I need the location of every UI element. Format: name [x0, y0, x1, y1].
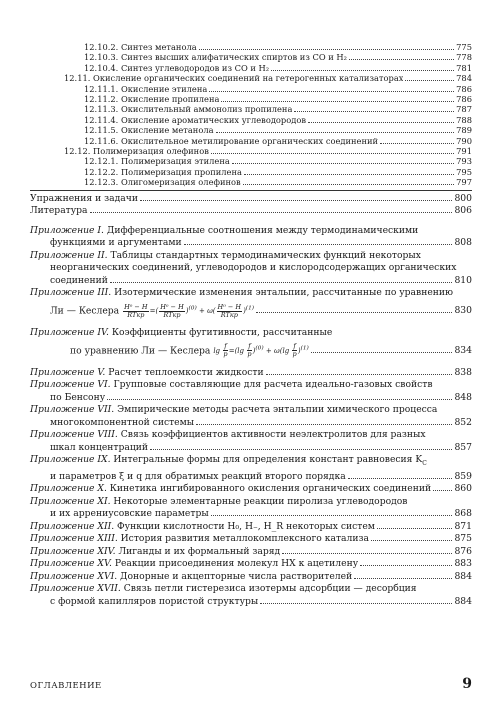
toc-page-number: 859	[454, 470, 472, 482]
appendix-label: Приложение II.	[30, 249, 108, 261]
leader-dots	[433, 490, 452, 491]
appendix-title: Эмпирические методы расчета энтальпии химического процесса	[117, 404, 438, 416]
toc-entry[interactable]	[30, 167, 472, 177]
leader-dots	[221, 101, 454, 102]
toc-page-number: 788	[456, 114, 472, 125]
appendix-title: Изотермические изменения энтальпии, рассчитанные по уравнению	[114, 287, 454, 299]
toc-page-number: 848	[454, 391, 472, 403]
toc-page-number: 786	[456, 94, 472, 105]
toc-entry-literature[interactable]	[30, 205, 472, 218]
toc-page-number: 838	[454, 366, 472, 378]
toc-page-number: 857	[454, 441, 472, 453]
appendix-label: Приложение VIII.	[30, 429, 118, 441]
page-footer	[30, 676, 472, 692]
leader-dots	[256, 312, 452, 313]
toc-page-number: 793	[456, 156, 472, 167]
fugacity-formula: lg $\frac{f}{p}$ =(lg $\frac{f}{p}$ )$^{(0)}$ + ω(lg $\frac{f}{p}$ )$^{(1)}$	[213, 342, 309, 359]
appendix-label: Приложение XII.	[30, 520, 115, 532]
toc-page-number: 781	[456, 62, 472, 73]
appendix-9[interactable]	[30, 454, 472, 483]
leader-dots	[405, 80, 454, 81]
appendix-title: Реакции присоединения молекул HX к ацетилену	[114, 558, 359, 570]
appendix-title-cont: и параметров ξ и q для обратимых реакций второго порядка	[50, 470, 346, 482]
leader-dots	[150, 449, 452, 450]
toc-page-number: 784	[456, 73, 472, 84]
toc-entry[interactable]	[30, 52, 472, 62]
toc-entry[interactable]	[30, 136, 472, 146]
toc-page-number: 875	[454, 533, 472, 545]
appendix-12[interactable]	[30, 521, 472, 534]
table-of-contents	[30, 42, 472, 608]
toc-entry-label: 12.11.2. Окисление пропилена	[84, 94, 220, 105]
toc-entry[interactable]	[30, 84, 472, 94]
leader-dots	[211, 153, 454, 154]
appendix-14[interactable]	[30, 546, 472, 559]
appendix-label: Приложение I.	[30, 224, 104, 236]
leader-dots	[311, 352, 453, 353]
toc-entry[interactable]	[30, 42, 472, 52]
toc-page-number: 808	[454, 237, 472, 249]
appendix-label: Приложение XI.	[30, 495, 111, 507]
toc-page-number: 860	[454, 483, 472, 495]
leader-dots	[271, 70, 454, 71]
appendix-title-cont	[50, 300, 254, 321]
appendix-17[interactable]	[30, 583, 472, 608]
appendix-label: Приложение XVII.	[30, 583, 121, 595]
appendix-title-cont: и их аррениусовские параметры	[50, 508, 209, 520]
appendix-title: Связь петли гистерезиса изотермы адсорбции — десорбция	[123, 583, 417, 595]
toc-subsections	[30, 42, 472, 188]
appendix-title: Связь коэффициентов активности неэлектролитов для разных	[120, 429, 426, 441]
appendix-label: Приложение III.	[30, 287, 112, 299]
toc-page-number: 884	[454, 595, 472, 607]
toc-entry-label: 12.12.1. Полимеризация этилена	[84, 156, 230, 167]
appendix-title: Кинетика ингибированного окисления органических соединений	[109, 483, 432, 495]
appendix-5[interactable]	[30, 367, 472, 380]
appendix-title-text: Ли — Кеслера	[50, 305, 120, 317]
appendix-title: Таблицы стандартных термодинамических функций некоторых	[110, 249, 421, 261]
toc-page-number: 791	[456, 146, 472, 157]
toc-entry-label: 12.12.2. Полимеризация пропилена	[84, 166, 242, 177]
leader-dots	[140, 200, 452, 201]
appendix-label: Приложение XIV.	[30, 545, 116, 557]
appendix-title: Лиганды и их формальный заряд	[118, 545, 281, 557]
appendix-label: Приложение VII.	[30, 404, 115, 416]
leader-dots	[232, 163, 454, 164]
appendix-title-cont: с формой капилляров пористой структуры	[50, 595, 259, 607]
toc-entry-label: 12.12. Полимеризация олефинов	[64, 146, 209, 157]
page-number: 9	[462, 676, 472, 692]
toc-entry[interactable]	[30, 73, 472, 83]
divider	[30, 190, 472, 191]
leader-dots	[107, 399, 452, 400]
leader-dots	[216, 132, 455, 133]
leader-dots	[266, 374, 453, 375]
appendix-11[interactable]	[30, 496, 472, 521]
appendix-title-text: по уравнению Ли — Кеслера	[70, 344, 211, 356]
appendix-label: Приложение X.	[30, 483, 107, 495]
toc-page-number: 786	[456, 83, 472, 94]
toc-page-number: 787	[456, 104, 472, 115]
toc-entry-label: 12.12.3. Олигомеризация олефинов	[84, 177, 241, 188]
toc-page-number: 868	[454, 508, 472, 520]
toc-page-number: 876	[454, 545, 472, 557]
appendix-title: Функции кислотности H₀, H₋, H_R некоторых систем	[117, 520, 375, 532]
toc-page-number: 810	[454, 274, 472, 286]
appendix-label: Приложение XIII.	[30, 533, 118, 545]
toc-page-number: 830	[454, 305, 472, 317]
toc-entry[interactable]	[30, 115, 472, 125]
enthalpy-formula: $\frac{\text{H⁰ − H}}{\text{RTкр}}$ =( $\frac{\text{H⁰ − H}}{\text{RTкр}}$ )$^{(0)}$ + ω( $\frac{\text{H⁰ − H}}{\text{RTкр}}$ )$^{(1)}$	[124, 302, 255, 319]
toc-entry-label: 12.10.2. Синтез метанола	[84, 42, 197, 52]
appendix-title-cont: функциями и аргументами	[50, 237, 182, 249]
appendix-15[interactable]	[30, 558, 472, 571]
toc-entry-label: 12.11.5. Окисление метанола	[84, 125, 214, 136]
leader-dots	[371, 540, 452, 541]
leader-dots	[360, 565, 452, 566]
toc-page-number: 797	[456, 177, 472, 188]
appendix-title-cont	[70, 340, 309, 361]
appendix-title: Донорные и акцепторные числа растворителей	[120, 570, 353, 582]
toc-page-number: 778	[456, 52, 472, 63]
toc-entry[interactable]	[30, 104, 472, 114]
toc-page-number: 871	[454, 520, 472, 532]
appendix-label: Приложение V.	[30, 366, 106, 378]
appendix-label: Приложение IX.	[30, 454, 111, 466]
appendix-13[interactable]	[30, 533, 472, 546]
toc-entry-label: 12.11.1. Окисление этилена	[84, 83, 208, 94]
leader-dots	[354, 578, 452, 579]
appendix-title-cont: шкал концентраций	[50, 441, 148, 453]
toc-page-number: 800	[454, 192, 472, 204]
toc-page-number: 790	[456, 135, 472, 146]
appendix-title-cont: неорганических соединений, углеводородов и кислородсодержащих органических	[50, 262, 457, 274]
toc-page-number: 795	[456, 166, 472, 177]
appendix-3[interactable]	[30, 287, 472, 321]
appendix-4[interactable]	[30, 327, 472, 361]
toc-page-number: 806	[454, 205, 472, 217]
leader-dots	[243, 184, 454, 185]
appendix-label: Приложение XVI.	[30, 570, 118, 582]
leader-dots	[90, 212, 453, 213]
toc-entry-exercises[interactable]	[30, 193, 472, 206]
toc-page-number: 883	[454, 558, 472, 570]
leader-dots	[196, 424, 452, 425]
leader-dots	[199, 49, 455, 50]
leader-dots	[308, 122, 454, 123]
appendix-label: Приложение XV.	[30, 558, 112, 570]
toc-entry-label: 12.10.4. Синтез углеводородов из CO и H₂	[84, 62, 270, 73]
toc-page-number: 775	[456, 42, 472, 52]
appendix-2[interactable]	[30, 250, 472, 288]
appendix-title: История развития металлокомплексного катализа	[120, 533, 369, 545]
toc-entry-label: Литература	[30, 205, 88, 217]
toc-entry-label: Упражнения и задачи	[30, 192, 138, 204]
toc-page-number: 789	[456, 125, 472, 136]
leader-dots	[184, 244, 453, 245]
toc-entry[interactable]	[30, 63, 472, 73]
toc-entry[interactable]	[30, 125, 472, 135]
appendix-title: Интегральные формы для определения констант равновесия K	[113, 454, 423, 466]
leader-dots	[211, 515, 453, 516]
appendix-6[interactable]	[30, 379, 472, 404]
toc-entry-label: 12.11.4. Окисление ароматических углеводородов	[84, 114, 307, 125]
toc-page-number: 834	[454, 344, 472, 356]
toc-entry-label: 12.11.3. Окислительный аммонолиз пропилена	[84, 104, 293, 115]
appendix-7[interactable]	[30, 404, 472, 429]
appendix-1[interactable]	[30, 225, 472, 250]
leader-dots	[294, 111, 454, 112]
leader-dots	[209, 91, 454, 92]
appendix-title: Расчет теплоемкости жидкости	[108, 366, 264, 378]
leader-dots	[260, 603, 452, 604]
toc-page-number: 884	[454, 570, 472, 582]
appendix-title-cont: многокомпонентной системы	[50, 416, 195, 428]
toc-entry[interactable]	[30, 94, 472, 104]
appendix-title: Дифференциальные соотношения между термодинамическими	[106, 224, 419, 236]
appendix-title-cont: соединений	[50, 274, 108, 286]
toc-entry[interactable]	[30, 156, 472, 166]
appendix-title: Групповые составляющие для расчета идеально-газовых свойств	[113, 379, 433, 391]
toc-entry-label: 12.10.3. Синтез высших алифатических спиртов из CO и H₂	[84, 52, 347, 63]
appendix-label: Приложение VI.	[30, 379, 111, 391]
leader-dots	[282, 553, 452, 554]
toc-page-number: 852	[454, 416, 472, 428]
leader-dots	[380, 143, 454, 144]
leader-dots	[244, 174, 454, 175]
toc-entry-label: 12.11. Окисление органических соединений на гетерогенных катализаторах	[64, 73, 404, 84]
appendix-16[interactable]	[30, 571, 472, 584]
leader-dots	[349, 59, 454, 60]
subscript: C	[422, 460, 427, 468]
appendix-title: Коэффициенты фугитивности, рассчитанные	[111, 327, 333, 339]
appendix-title-cont: по Бенсону	[50, 391, 106, 403]
leader-dots	[377, 528, 453, 529]
appendix-label: Приложение IV.	[30, 327, 109, 339]
toc-entry-label: 12.11.6. Окислительное метилирование органических соединений	[84, 135, 379, 146]
toc-entry[interactable]	[30, 177, 472, 187]
leader-dots	[110, 282, 453, 283]
appendix-10[interactable]	[30, 483, 472, 496]
leader-dots	[348, 478, 453, 479]
appendix-8[interactable]	[30, 429, 472, 454]
appendix-title: Некоторые элементарные реакции пиролиза углеводородов	[113, 495, 408, 507]
toc-entry[interactable]	[30, 146, 472, 156]
running-title: ОГЛАВЛЕНИЕ	[30, 681, 102, 691]
